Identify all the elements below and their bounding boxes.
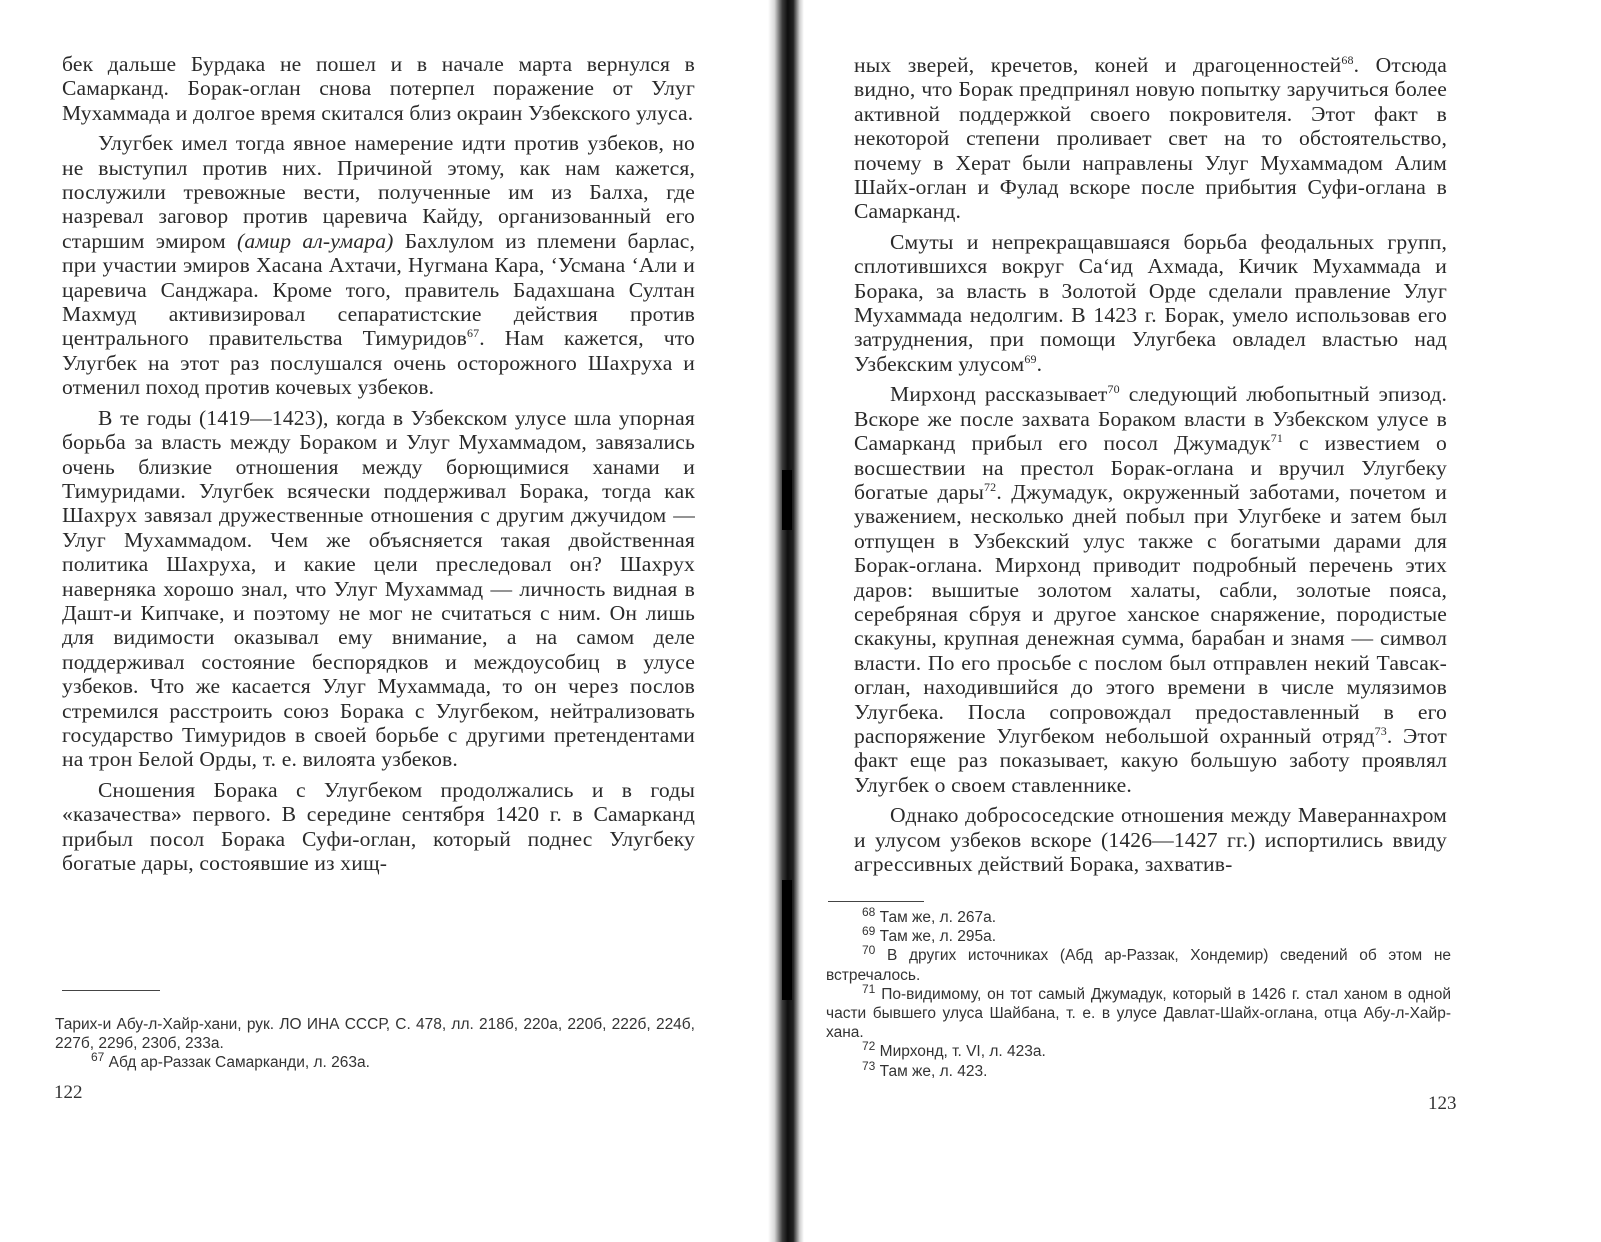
italic-term: (амир ал-умара) [237,228,394,253]
page-number: 123 [1428,1093,1457,1114]
spine-mark [782,880,792,1000]
footnote-ref: 70 [1107,382,1120,397]
left-page [0,0,770,1242]
right-page-body [854,53,1447,876]
footnote-ref: 73 [1374,723,1387,738]
footnote: $^{72}$ Мирхонд, т. VI, л. 423а. [862,1039,1046,1061]
footnote-divider [828,901,924,902]
right-page [800,0,1601,1242]
footnote: $^{73}$ Там же, л. 423. [862,1058,988,1080]
paragraph: Улугбек имел тогда явное намерение идти против узбеков, но не выступил против них. Причиной этому, как нам кажется, послужили тревожные вести, полученные им из Балха, где назревал заговор против царевича Кайду, организованный его старшим эмиром (амир ал-умара) Бахлулом из племени барлас, при участии эмиров Хасана Ахтачи, Нугмана Кара, ʻУсмана ʻАли и царевича Санджара. Кроме того, правитель Бадахшана Султан Махмуд активизировал сепаратистские действия против центрального правительства Тимуридов$^{67}$. Нам кажется, что Улугбек на этот раз послушался очень осторожного Шахруха и отменил поход против кочевых узбеков. [62,131,695,400]
paragraph: Смуты и непрекращавшаяся борьба феодальных групп, сплотившихся вокруг Саʻид Ахмада, Кичик Мухаммада и Борака, за власть в Золотой Орде сделали правление Улуг Мухаммада недолгим. В 1423 г. Борак, умело использовав его затруднения, при помощи Улугбека овладел властью над Узбекским улусом$^{69}$. [854,229,1447,376]
paragraph: Сношения Борака с Улугбеком продолжались и в годы «казачества» первого. В середине сентября 1420 г. в Самарканд прибыл посол Борака Суфи-оглан, который поднес Улугбеку богатые дары, состоявшие из хищ- [62,777,695,875]
paragraph: В те годы (1419—1423), когда в Узбекском улусе шла упорная борьба за власть между Бораком и Улуг Мухаммадом, завязались очень близкие отношения между борющимися ханами и Тимуридами. Улугбек всячески поддерживал Борака, тогда как Шахрух завязал дружественные отношения с другим джучидом — Улуг Мухаммадом. Чем же объясняется такая двойственная политика Шахруха, и какие цели преследовал он? Шахрух наверняка хорошо знал, что Улуг Мухаммад — личность видная в Дашт-и Кипчаке, и поэтому не мог не считаться с ним. Он лишь для видимости оказывал ему внимание, а на самом деле поддерживал состояние беспорядков и междоусобиц в улусе узбеков. Что же касается Улуг Мухаммада, то он через послов стремился расстроить союз Борака с Улугбеком, нейтрализовать государство Тимуридов в своей борьбе с другими претендентами на трон Белой Орды, т. е. вилоята узбеков. [62,405,695,772]
paragraph: Однако добрососедские отношения между Мавераннахром и улусом узбеков вскоре (1426—1427 гг.) испортились ввиду агрессивных действий Борака, захватив- [854,803,1447,876]
left-page-body [62,52,695,875]
book-spine-shadow [768,0,804,1242]
footnote: $^{69}$ Там же, л. 295а. [862,924,997,946]
footnote-ref: 67 [466,326,480,341]
footnote-ref: 72 [984,479,997,494]
footnote-divider [62,990,160,991]
spine-mark [782,470,792,530]
footnote-ref: 68 [1341,52,1354,67]
paragraph: Мирхонд рассказывает$^{70}$ следующий любопытный эпизод. Вскоре же после захвата Бораком власти в Узбекском улусе в Самарканд прибыл его посол Джумадук$^{71}$ с известием о восшествии на престол Борак-оглана и вручил Улугбеку богатые дары$^{72}$. Джумадук, окруженный заботами, почетом и уважением, несколько дней побыл при Улугбеке и затем был отпущен в Узбекский улус также с богатыми дарами для Борак-оглана. Мирхонд приводит подробный перечень этих даров: вышитые золотом халаты, сабли, золотые пояса, серебряная сбруя и другое ханское снаряжение, породистые скакуны, крупная денежная сумма, барабан и знамя — символ власти. По его просьбе с послом был отправлен некий Тавсак-оглан, находившийся до этого времени в числе мулязимов Улугбека. Посла сопровождал предоставленный в его распоряжение Улугбеком небольшой охранный отряд$^{73}$. Этот факт еще раз показывает, какую большую заботу проявлял Улугбек о своем ставленнике. [854,382,1448,797]
footnote: $^{70}$ В других источниках (Абд ар-Раззак, Хондемир) сведений об этом не встречалось. [826,943,1451,984]
footnote: Тарих-и Абу-л-Хайр-хани, рук. ЛО ИНА СССР, С. 478, лл. 218б, 220а, 220б, 222б, 224б, 227б, 229б, 230б, 233а. [55,1016,695,1053]
page-number: 122 [54,1082,83,1103]
paragraph: бек дальше Бурдака не пошел и в начале марта вернулся в Самарканд. Борак-оглан снова потерпел поражение от Улуг Мухаммада и долгое время скитался близ окраин Узбекского улуса. [62,52,695,125]
right-footnotes [826,904,1451,1081]
footnote-ref: 71 [1270,430,1284,445]
paragraph: ных зверей, кречетов, коней и драгоценностей$^{68}$. Отсюда видно, что Борак предпринял новую попытку заручиться более активной поддержкой своего покровителя. Этот факт в некоторой степени проливает свет на то обстоятельство, почему в Херат были направлены Улуг Мухаммадом Алим Шайх-оглан и Фулад вскоре после прибытия Суфи-оглана в Самарканд. [854,52,1447,224]
footnote: $^{67}$ Абд ар-Раззак Самарканди, л. 263а. [91,1050,370,1072]
footnote: $^{71}$ По-видимому, он тот самый Джумадук, который в 1426 г. стал ханом в одной части бывшего улуса Шайбана, т. е. в улусе Давлат-Шайх-оглана, отца Абу-л-Хайр-хана. [826,981,1451,1042]
footnote: $^{68}$ Там же, л. 267а. [862,904,997,926]
footnote-ref: 69 [1024,351,1037,366]
left-footnotes [55,1015,695,1073]
